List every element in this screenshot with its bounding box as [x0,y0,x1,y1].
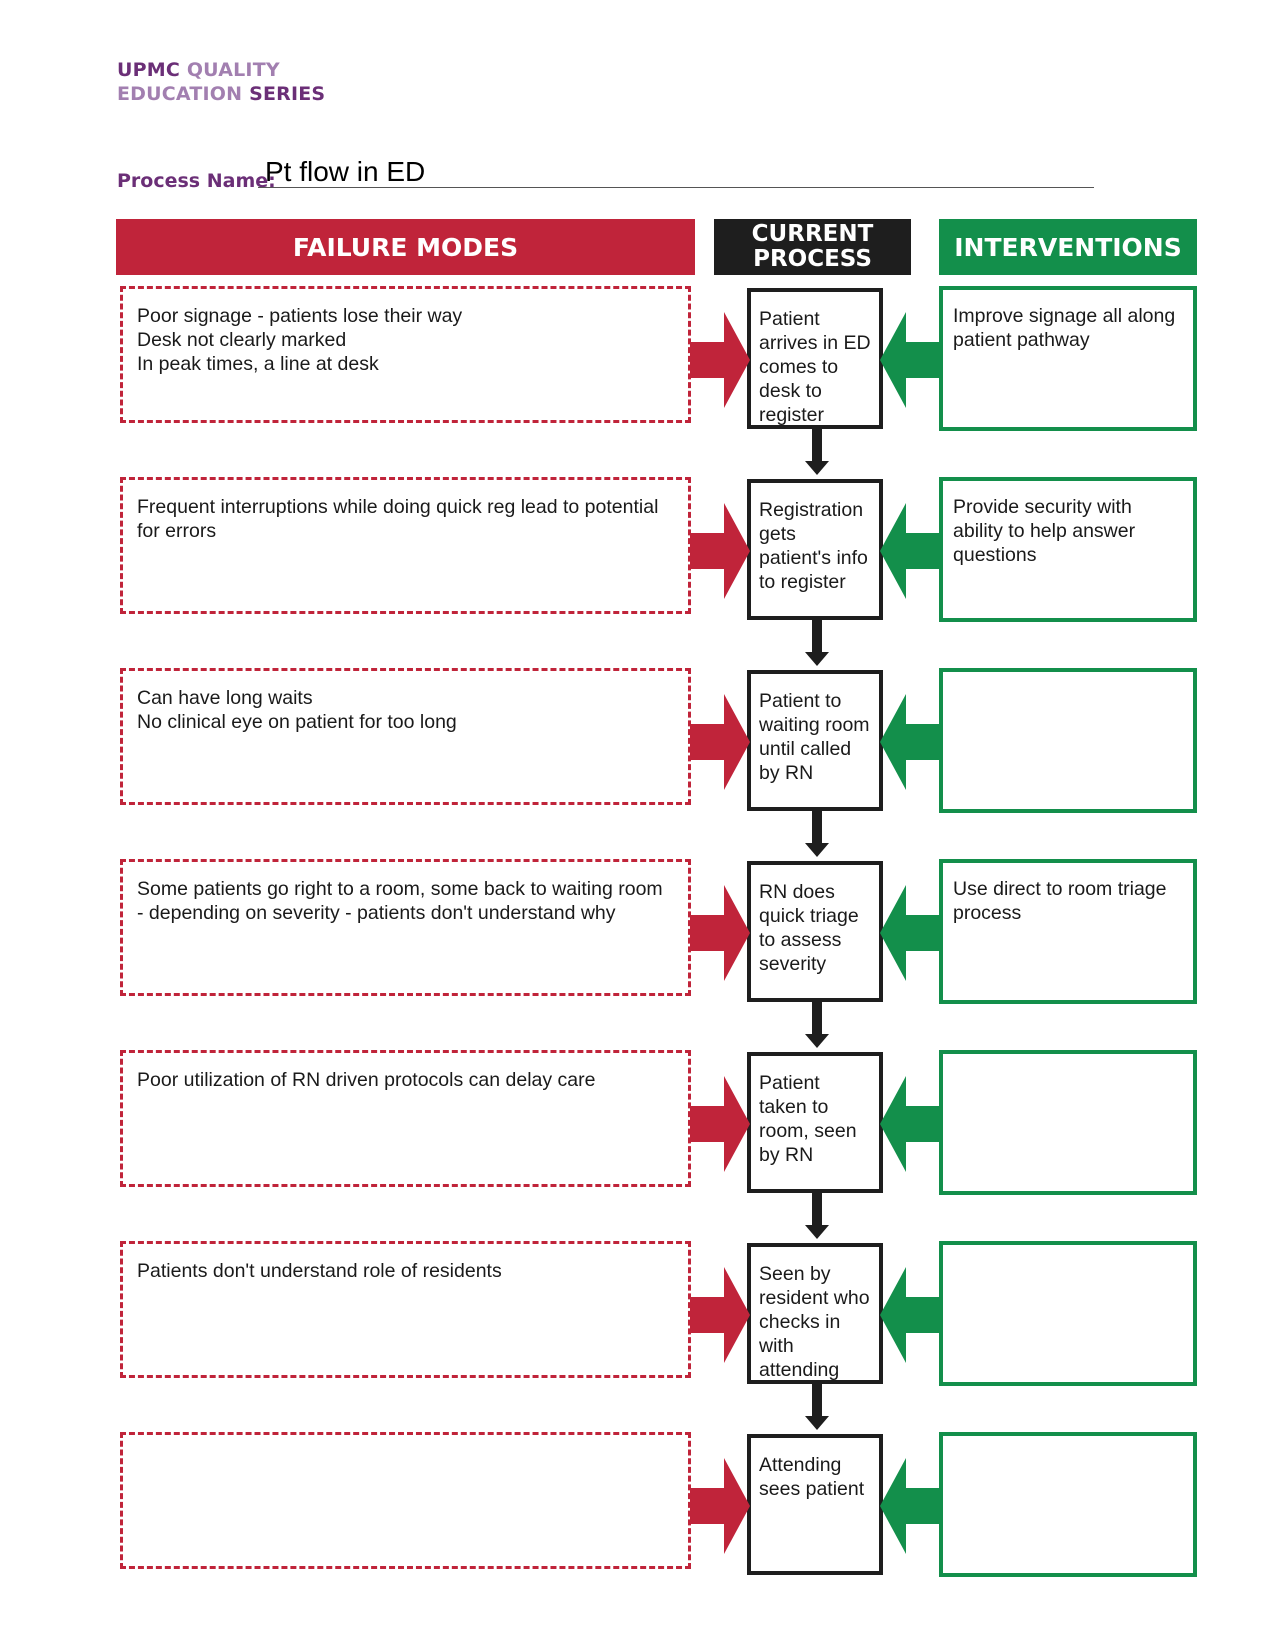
intervention-arrow-left-icon [880,503,940,599]
flow-arrow-down-icon [805,1193,829,1239]
flow-arrow-down-icon [805,429,829,475]
intervention-box [939,286,1197,431]
failure-mode-text: Poor signage - patients lose their way Desk not clearly marked In peak times, a line at desk [137,305,463,375]
failure-arrow-right-icon [690,312,750,408]
intervention-text: Improve signage all along patient pathway [953,305,1176,351]
intervention-arrow-left-icon [880,694,940,790]
brand-logo-text [117,58,325,106]
flow-arrow-down-icon [805,811,829,857]
process-step-text: RN does quick triage to assess severity [759,881,859,975]
current-process-header-line2: PROCESS [753,246,872,272]
process-step-box [747,1434,883,1575]
process-step-box [747,861,883,1002]
process-step-box [747,1243,883,1384]
process-step-text: Patient taken to room, seen by RN [759,1072,857,1166]
brand-line-1: UPMC QUALITY [117,59,280,81]
process-step-text: Patient arrives in ED comes to desk to register [759,308,871,426]
brand-line-2: EDUCATION SERIES [117,83,326,105]
failure-arrow-right-icon [690,1458,750,1554]
intervention-arrow-left-icon [880,1458,940,1554]
intervention-box [939,1241,1197,1386]
failure-arrow-right-icon [690,1267,750,1363]
process-step-text: Registration gets patient's info to register [759,499,868,593]
flow-arrow-down-icon [805,1384,829,1430]
intervention-box [939,477,1197,622]
flow-arrow-down-icon [805,1002,829,1048]
process-name-label: Process Name: [117,170,276,192]
process-step-text: Seen by resident who checks in with attending [759,1263,870,1381]
failure-mode-box [120,1050,691,1187]
failure-arrow-right-icon [690,885,750,981]
intervention-arrow-left-icon [880,1267,940,1363]
failure-mode-box [120,859,691,996]
intervention-arrow-left-icon [880,885,940,981]
interventions-header: INTERVENTIONS [939,219,1197,275]
process-step-text: Attending sees patient [759,1454,865,1500]
failure-mode-box [120,286,691,423]
failure-mode-text: Patients don't understand role of residents [137,1260,502,1282]
intervention-arrow-left-icon [880,312,940,408]
failure-mode-box [120,1432,691,1569]
intervention-box [939,1050,1197,1195]
failure-mode-text: Can have long waits No clinical eye on patient for too long [137,687,457,733]
failure-modes-header: FAILURE MODES [116,219,695,275]
failure-mode-box [120,477,691,614]
failure-arrow-right-icon [690,694,750,790]
process-step-box [747,670,883,811]
process-step-box [747,288,883,429]
process-name-underline [258,187,1094,188]
failure-arrow-right-icon [690,1076,750,1172]
process-name-value: Pt flow in ED [265,156,426,187]
failure-arrow-right-icon [690,503,750,599]
failure-mode-text: Some patients go right to a room, some back to waiting room - depending on severity - patients don't understand why [137,878,663,924]
failure-mode-text: Frequent interruptions while doing quick reg lead to potential for errors [137,496,659,542]
intervention-box [939,1432,1197,1577]
intervention-arrow-left-icon [880,1076,940,1172]
intervention-text: Use direct to room triage process [953,878,1167,924]
process-step-text: Patient to waiting room until called by RN [759,690,870,784]
failure-mode-text: Poor utilization of RN driven protocols can delay care [137,1069,596,1091]
process-step-box [747,479,883,620]
failure-mode-box [120,668,691,805]
failure-mode-box [120,1241,691,1378]
flow-arrow-down-icon [805,620,829,666]
current-process-header-line1: CURRENT [751,221,874,247]
intervention-box [939,668,1197,813]
process-step-box [747,1052,883,1193]
intervention-box [939,859,1197,1004]
current-process-header [714,219,911,275]
intervention-text: Provide security with ability to help answer questions [953,496,1136,566]
